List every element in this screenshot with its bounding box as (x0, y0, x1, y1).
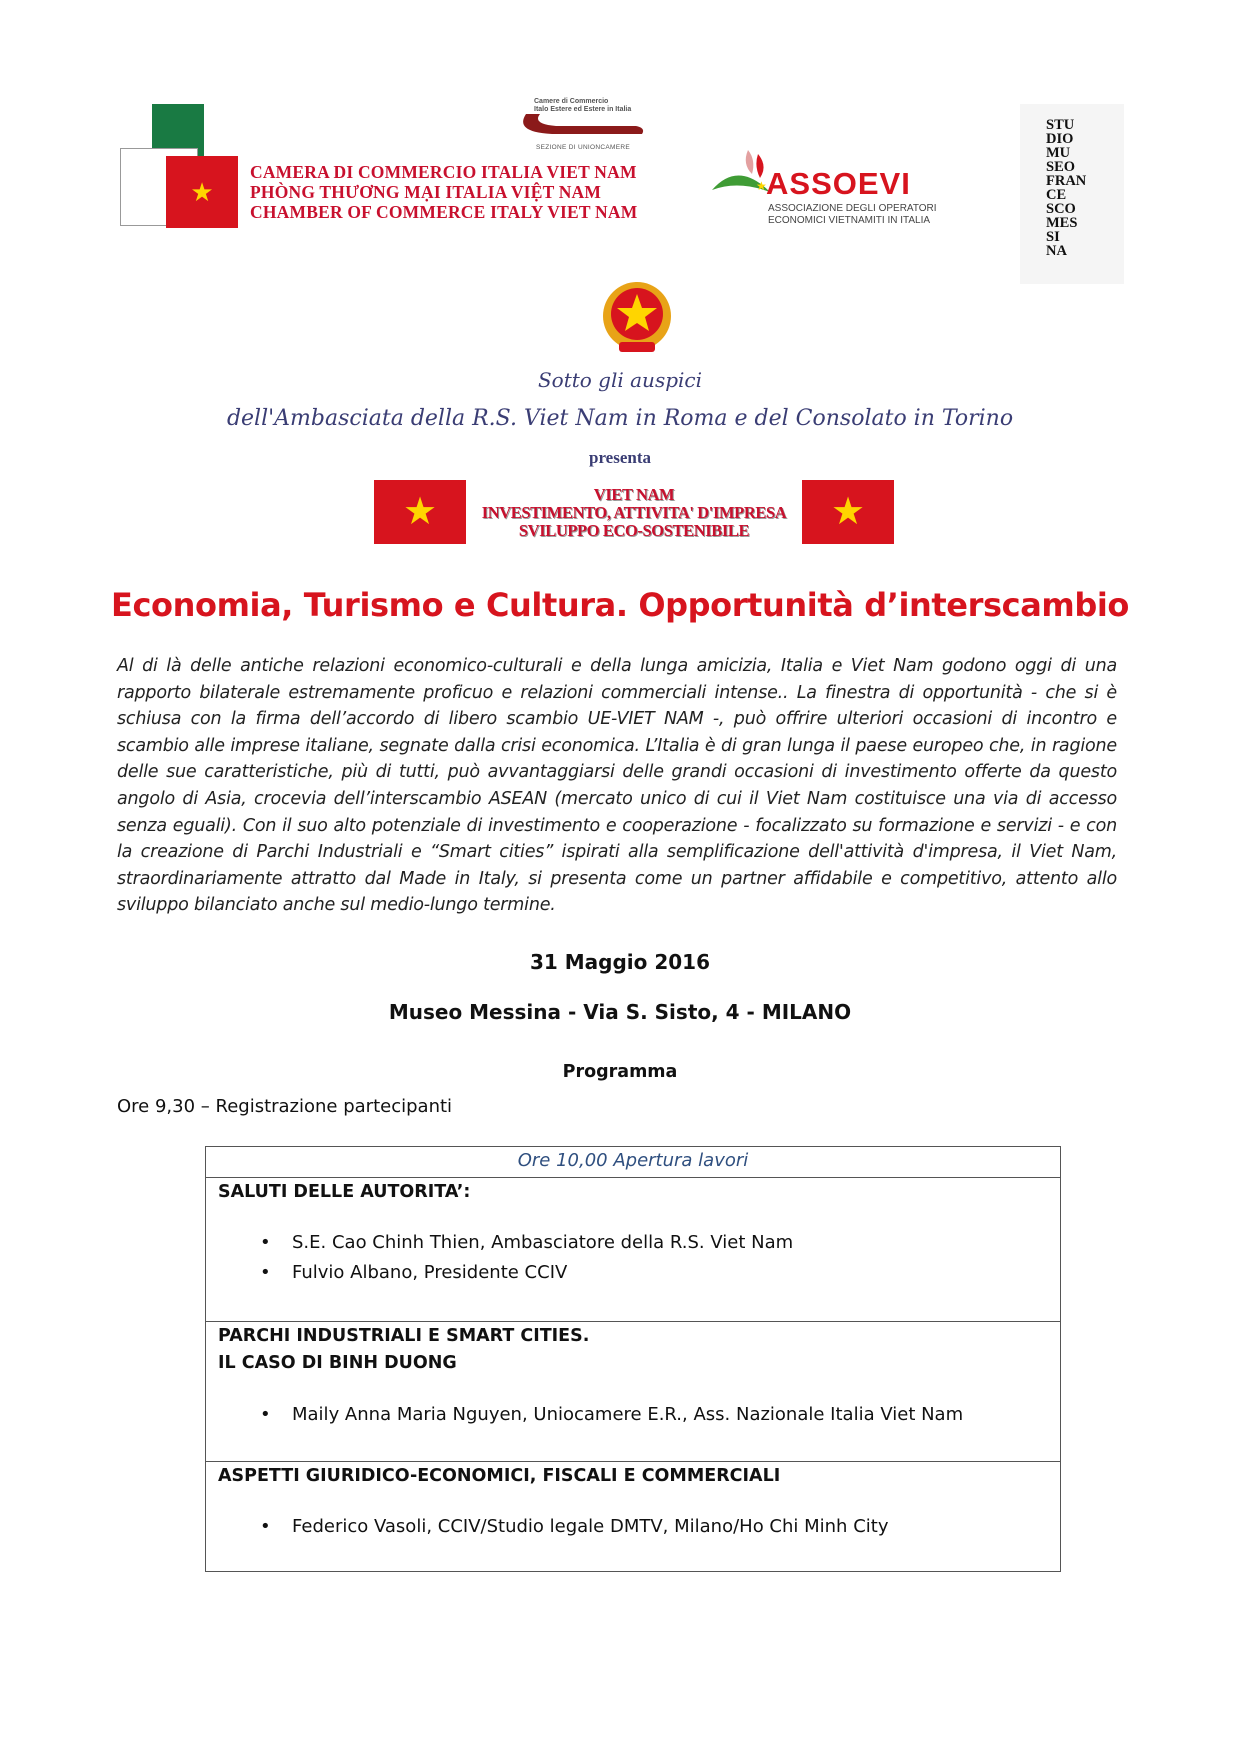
patronage-embassy: dell'Ambasciata della R.S. Viet Nam in Roma e del Consolato in Torino (226, 406, 1014, 431)
intro-paragraph: Al di là delle antiche relazioni economico-culturali e della lunga amicizia, Italia e Viet Nam godono oggi di una rapporto bilaterale estremamente proficuo e relazioni commerciali intense.. La finestra di opportunità - che si è schiusa con la firma dell’accordo di libero scambio UE-VIET NAM -, può offrire ulteriori occasioni di incontro e scambio alle imprese italiane, segnate dalla crisi economica. L’Italia è di gran lunga il paese europeo che, in ragione delle sue caratteristiche, più di tutti, può avvantaggiarsi delle grandi occasioni di investimento offerte da questo angolo di Asia, crocevia dell’interscambio ASEAN (mercato unico di cui il Viet Nam costituisce una via di accesso senza eguali). Con il suo alto potenziale di investimento e cooperazione - focalizzato su formazione e servizi - e con la creazione di Parchi Industriali e “Smart cities” ispirati alla semplificazione dell'attività d'impresa, il Viet Nam, straordinariamente attratto dal Made in Italy, si presenta come un partner affidabile e competitivo, attento allo sviluppo bilanciato anche sul medio-lungo termine. (117, 656, 1117, 916)
opening-label: Ore 10,00 Apertura lavori (517, 1150, 749, 1171)
ccvn-logo (120, 98, 660, 228)
assoevi-logo (708, 140, 948, 230)
studio-museo-logo (1020, 104, 1124, 284)
unioncamere-arc-icon (512, 110, 648, 138)
list-item: • Federico Vasoli, CCIV/Studio legale DMTV, Milano/Ho Chi Minh City (260, 1512, 888, 1542)
presenta-label: presenta (588, 448, 651, 467)
section-title: PARCHI INDUSTRIALI E SMART CITIES. (218, 1326, 590, 1346)
assoevi-name: ASSOEVI (766, 166, 911, 201)
section-title: SALUTI DELLE AUTORITA’: (218, 1182, 471, 1202)
program-heading: Programma (562, 1062, 678, 1082)
list-item: • S.E. Cao Chinh Thien, Ambasciatore della R.S. Viet Nam (260, 1228, 793, 1258)
logo-star-icon: ★ (166, 156, 238, 228)
speaker-list (260, 1400, 963, 1430)
banner-line-3: SVILUPPO ECO-SOSTENIBILE (518, 521, 750, 540)
section-title: ASPETTI GIURIDICO-ECONOMICI, FISCALI E COMMERCIALI (218, 1466, 781, 1486)
registration-time: Ore 9,30 – Registrazione partecipanti (117, 1096, 453, 1117)
vietnam-flag-icon: ★ (374, 480, 466, 544)
unioncamere-section-label: SEZIONE DI UNIONCAMERE (536, 144, 630, 151)
program-section-greetings (206, 1177, 1060, 1321)
banner-line-2: INVESTIMENTO, ATTIVITA' D'IMPRESA (481, 503, 787, 522)
page-title: Economia, Turismo e Cultura. Opportunità d’interscambio (110, 586, 1130, 624)
unioncamere-caption: Camere di Commercio Italo Estere ed Estere in Italia (534, 98, 632, 113)
studio-museo-text: STU DIO MU SEO FRAN CE SCO MES SI NA (1046, 117, 1087, 259)
ccvn-name-it: CAMERA DI COMMERCIO ITALIA VIET NAM (250, 162, 637, 182)
program-section-legal (206, 1461, 1060, 1571)
svg-text:★: ★ (756, 179, 767, 193)
speaker-list (260, 1228, 793, 1288)
ccvn-name-vn: PHÒNG THƯƠNG MẠI ITALIA VIỆT NAM (250, 182, 602, 202)
list-item: • Maily Anna Maria Nguyen, Uniocamere E.R., Ass. Nazionale Italia Viet Nam (260, 1400, 963, 1430)
vietnam-emblem-icon (597, 280, 677, 358)
banner-line-1: VIET NAM (593, 485, 675, 504)
ccvn-name-block (250, 162, 637, 222)
list-item: • Fulvio Albano, Presidente CCIV (260, 1258, 793, 1288)
speaker-list (260, 1512, 888, 1542)
event-banner (470, 486, 798, 540)
event-venue: Museo Messina - Via S. Sisto, 4 - MILANO (388, 1000, 852, 1024)
ccvn-name-en: CHAMBER OF COMMERCE ITALY VIET NAM (250, 202, 638, 222)
program-table (205, 1146, 1061, 1572)
event-date: 31 Maggio 2016 (529, 950, 711, 974)
program-opening-row (206, 1147, 1060, 1177)
program-section-industrial-parks (206, 1321, 1060, 1461)
vietnam-flag-icon: ★ (802, 480, 894, 544)
patronage-heading: Sotto gli auspici (537, 368, 703, 392)
section-subtitle: IL CASO DI BINH DUONG (218, 1353, 457, 1373)
assoevi-subtitle: ASSOCIAZIONE DEGLI OPERATORI ECONOMICI VIETNAMITI IN ITALIA (768, 203, 937, 226)
